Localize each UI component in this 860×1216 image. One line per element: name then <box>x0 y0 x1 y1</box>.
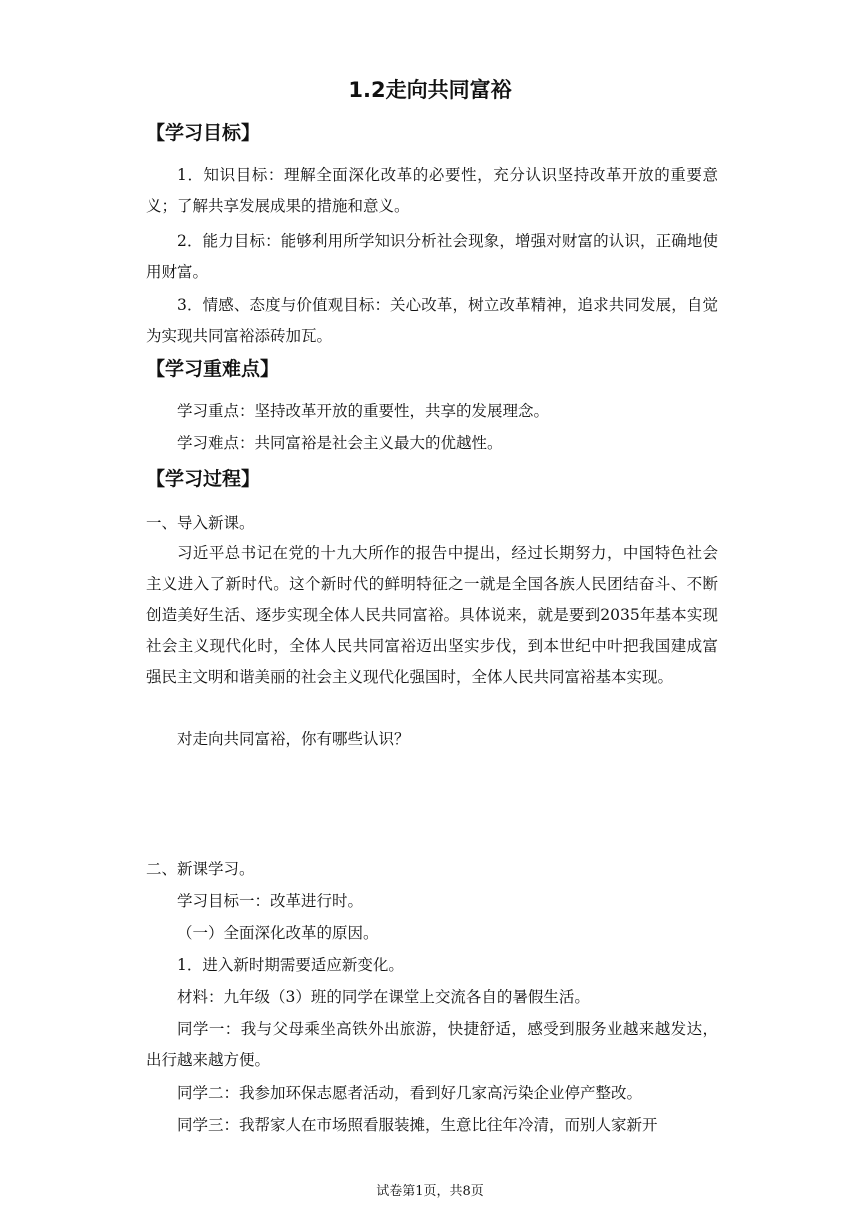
goal-item-2: 2．能力目标：能够利用所学知识分析社会现象，增强对财富的认识，正确地使用财富。 <box>146 232 718 281</box>
learning-goal-one: 学习目标一：改革进行时。 <box>177 892 364 910</box>
page-title: 1.2走向共同富裕 <box>348 78 512 102</box>
page-footer: 试卷第1页，共8页 <box>376 1184 484 1199</box>
intro-section-title: 一、导入新课。 <box>146 514 255 532</box>
material-text: 材料：九年级（3）班的同学在课堂上交流各自的暑假生活。 <box>177 988 590 1006</box>
learning-goals-heading: 【学习目标】 <box>146 122 261 144</box>
key-points-heading: 【学习重难点】 <box>146 358 280 380</box>
student-two-text: 同学二：我参加环保志愿者活动，看到好几家高污染企业停产整改。 <box>177 1084 643 1102</box>
key-point-difficulty: 学习难点：共同富裕是社会主义最大的优越性。 <box>177 434 503 452</box>
subsection-one: （一）全面深化改革的原因。 <box>177 924 379 942</box>
student-three-text: 同学三：我帮家人在市场照看服装摊，生意比往年冷清，而别人家新开 <box>177 1116 658 1134</box>
new-lesson-title: 二、新课学习。 <box>146 860 255 878</box>
goal-item-3: 3．情感、态度与价值观目标：关心改革，树立改革精神，追求共同发展，自觉为实现共同富裕添砖加瓦。 <box>146 296 718 345</box>
intro-question: 对走向共同富裕，你有哪些认识？ <box>177 730 410 748</box>
goal-item-1: 1．知识目标：理解全面深化改革的必要性，充分认识坚持改革开放的重要意义；了解共享发展成果的措施和意义。 <box>146 166 718 215</box>
item-one: 1．进入新时期需要适应新变化。 <box>177 956 404 974</box>
student-one-text: 同学一：我与父母乘坐高铁外出旅游，快捷舒适，感受到服务业越来越发达，出行越来越方便。 <box>146 1020 718 1069</box>
key-point-focus: 学习重点：坚持改革开放的重要性，共享的发展理念。 <box>177 402 550 420</box>
learning-process-heading: 【学习过程】 <box>146 468 261 490</box>
intro-paragraph: 习近平总书记在党的十九大所作的报告中提出，经过长期努力，中国特色社会主义进入了新时代。这个新时代的鲜明特征之一就是全国各族人民团结奋斗、不断创造美好生活、逐步实现全体人民共同富裕。具体说来，就是要到2035年基本实现社会主义现代化时，全体人民共同富裕迈出坚实步伐，到本世纪中叶把我国建成富强民主文明和谐美丽的社会主义现代化强国时，全体人民共同富裕基本实现。 <box>146 544 718 686</box>
